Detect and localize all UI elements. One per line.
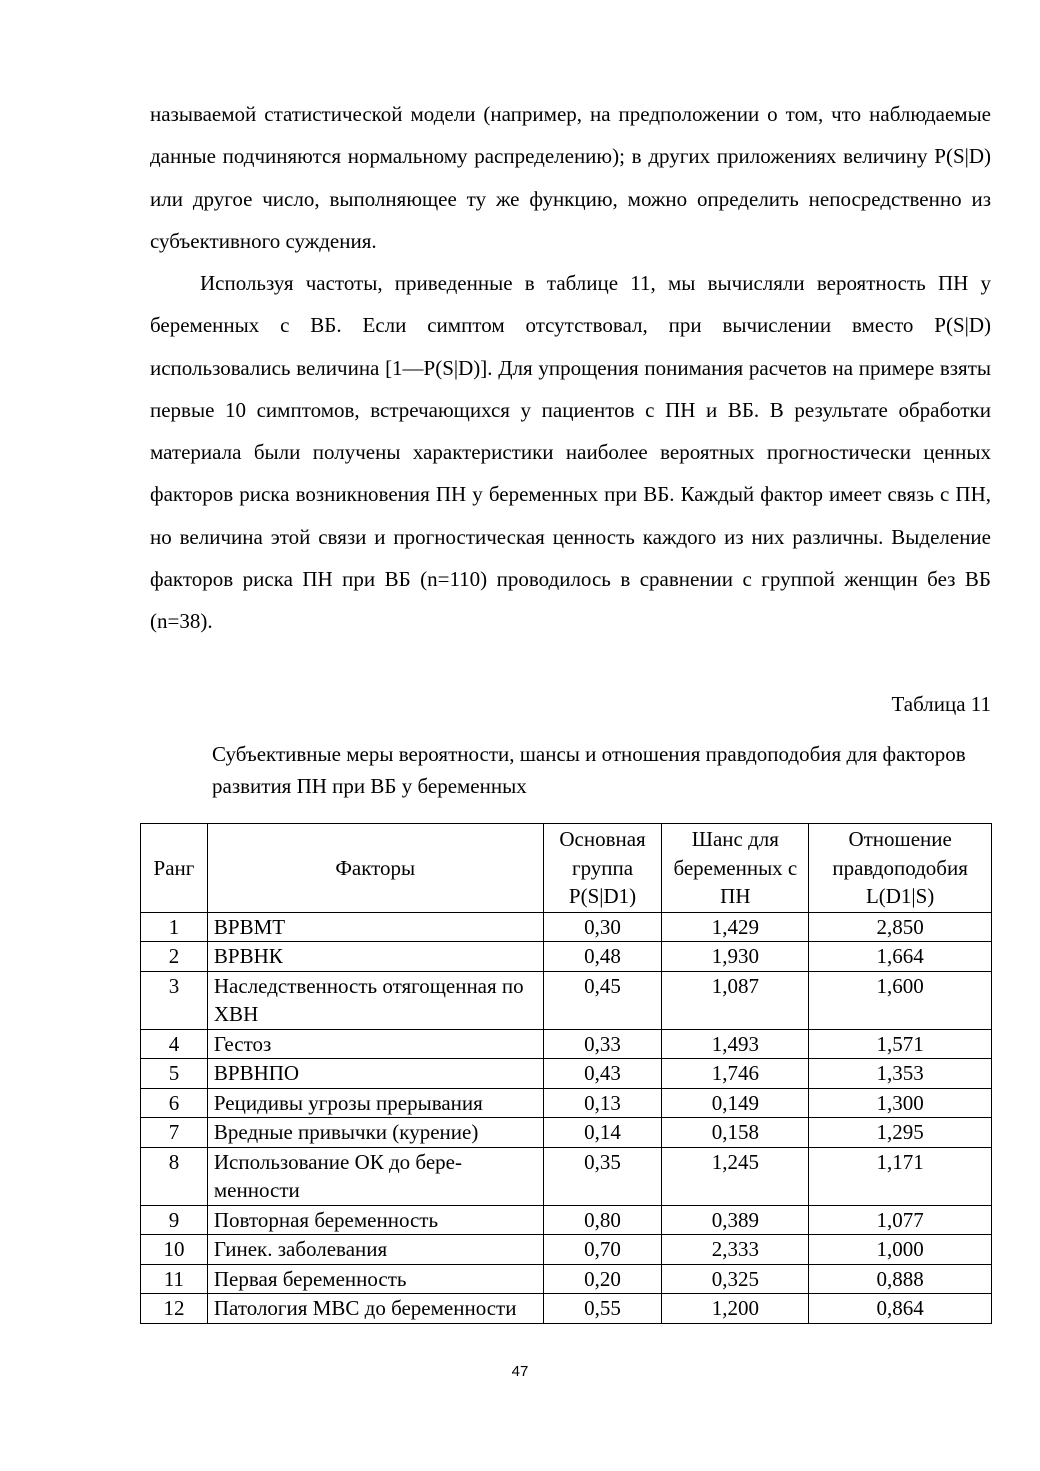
cell-main-group: 0,55 (543, 1294, 662, 1324)
table-row (141, 1088, 992, 1118)
factors-table (140, 823, 992, 1324)
table-row (141, 1118, 992, 1148)
cell-ratio: 1,295 (809, 1118, 992, 1148)
cell-factor: Гинек. заболевания (207, 1235, 543, 1265)
cell-factor: ВРВМТ (207, 912, 543, 942)
table-label: Таблица 11 (891, 692, 991, 716)
cell-factor: Использование ОК до беременности (207, 1147, 543, 1205)
cell-rank: 2 (141, 942, 208, 972)
table-caption: Субъективные меры вероятности, шансы и отношения правдоподобия для факторов развития ПН при ВБ у беременных (212, 742, 966, 798)
cell-rank: 7 (141, 1118, 208, 1148)
cell-factor: ВРВНПО (207, 1059, 543, 1089)
table-header-row (141, 824, 992, 913)
table-body (141, 912, 992, 1323)
cell-ratio: 1,300 (809, 1088, 992, 1118)
cell-factor: Повторная беременность (207, 1205, 543, 1235)
cell-main-group: 0,13 (543, 1088, 662, 1118)
cell-rank: 12 (141, 1294, 208, 1324)
table-row (141, 1235, 992, 1265)
table-row (141, 1029, 992, 1059)
header-ratio: Отношение правдоподобия L(D1|S) (809, 824, 992, 913)
cell-chance: 0,325 (662, 1264, 809, 1294)
header-main-group: Основная группа P(S|D1) (543, 824, 662, 913)
header-chance: Шанс для беременных с ПН (662, 824, 809, 913)
table-row (141, 912, 992, 942)
table-row (141, 1147, 992, 1205)
cell-chance: 1,746 (662, 1059, 809, 1089)
cell-ratio: 1,353 (809, 1059, 992, 1089)
cell-ratio: 1,571 (809, 1029, 992, 1059)
cell-ratio: 2,850 (809, 912, 992, 942)
cell-rank: 8 (141, 1147, 208, 1205)
table-row (141, 1059, 992, 1089)
cell-chance: 1,245 (662, 1147, 809, 1205)
cell-rank: 1 (141, 912, 208, 942)
cell-factor: Вредные привычки (курение) (207, 1118, 543, 1148)
cell-ratio: 0,888 (809, 1264, 992, 1294)
cell-factor: Рецидивы угрозы прерывания (207, 1088, 543, 1118)
cell-chance: 1,429 (662, 912, 809, 942)
header-rank: Ранг (141, 824, 208, 913)
cell-main-group: 0,70 (543, 1235, 662, 1265)
cell-factor: Гестоз (207, 1029, 543, 1059)
cell-chance: 1,200 (662, 1294, 809, 1324)
cell-chance: 1,930 (662, 942, 809, 972)
cell-main-group: 0,48 (543, 942, 662, 972)
cell-ratio: 1,664 (809, 942, 992, 972)
cell-ratio: 1,171 (809, 1147, 992, 1205)
cell-factor: Патология МВС до беременности (207, 1294, 543, 1324)
cell-main-group: 0,14 (543, 1118, 662, 1148)
cell-chance: 1,493 (662, 1029, 809, 1059)
cell-rank: 4 (141, 1029, 208, 1059)
cell-main-group: 0,33 (543, 1029, 662, 1059)
cell-ratio: 1,000 (809, 1235, 992, 1265)
page-number: 47 (511, 1363, 529, 1380)
cell-ratio: 1,600 (809, 971, 992, 1029)
table-row (141, 971, 992, 1029)
table-row (141, 1264, 992, 1294)
table-row (141, 1294, 992, 1324)
cell-main-group: 0,45 (543, 971, 662, 1029)
table-row (141, 1205, 992, 1235)
cell-ratio: 1,077 (809, 1205, 992, 1235)
table-row (141, 942, 992, 972)
body-paragraph-1: называемой статистической модели (например, на предположении о том, что наблюдаемые данные подчиняются нормальному распределению); в других приложениях величину P(S|D) или другое число, выполняющее ту же функцию, можно определить непосредственно из субъективного суждения. (150, 102, 991, 253)
cell-chance: 0,389 (662, 1205, 809, 1235)
body-paragraph-2: Используя частоты, приведенные в таблице 11, мы вычисляли вероятность ПН у беременных с ВБ. Если симптом отсутствовал, при вычислении вместо P(S|D) использовались величина [1—P(S|D)]. Для упрощения понимания расчетов на примере взяты первые 10 симптомов, встречающихся у пациентов с ПН и ВБ. В результате обработки материала были получены характеристики наиболее вероятных прогностически ценных факторов риска возникновения ПН у беременных при ВБ. Каждый фактор имеет связь с ПН, но величина этой связи и прогностическая ценность каждого из них различны. Выделение факторов риска ПН при ВБ (n=110) проводилось в сравнении с группой женщин без ВБ (n=38). (150, 271, 991, 634)
cell-rank: 11 (141, 1264, 208, 1294)
cell-chance: 1,087 (662, 971, 809, 1029)
cell-rank: 5 (141, 1059, 208, 1089)
cell-rank: 10 (141, 1235, 208, 1265)
cell-chance: 0,149 (662, 1088, 809, 1118)
cell-ratio: 0,864 (809, 1294, 992, 1324)
cell-rank: 3 (141, 971, 208, 1029)
cell-factor: Наследственность отягощенная по ХВН (207, 971, 543, 1029)
cell-main-group: 0,30 (543, 912, 662, 942)
cell-rank: 6 (141, 1088, 208, 1118)
cell-chance: 2,333 (662, 1235, 809, 1265)
cell-rank: 9 (141, 1205, 208, 1235)
cell-factor: ВРВНК (207, 942, 543, 972)
header-factor: Факторы (207, 824, 543, 913)
cell-chance: 0,158 (662, 1118, 809, 1148)
cell-main-group: 0,80 (543, 1205, 662, 1235)
cell-main-group: 0,43 (543, 1059, 662, 1089)
cell-main-group: 0,20 (543, 1264, 662, 1294)
cell-main-group: 0,35 (543, 1147, 662, 1205)
cell-factor: Первая беременность (207, 1264, 543, 1294)
